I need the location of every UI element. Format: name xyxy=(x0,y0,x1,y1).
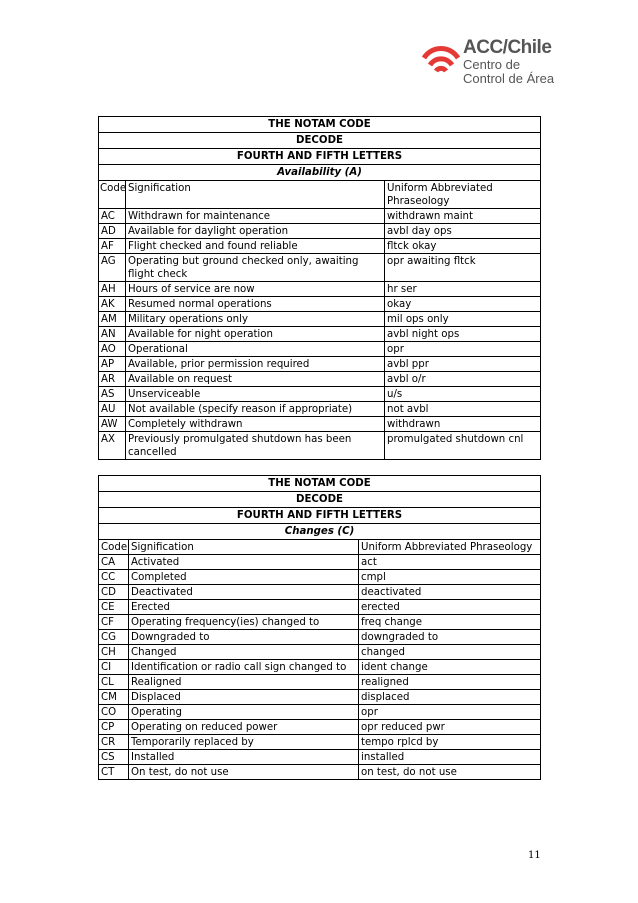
col-phraseology-header: Uniform Abbreviated Phraseology xyxy=(385,181,541,209)
phraseology-cell: not avbl xyxy=(385,402,541,417)
code-cell: CE xyxy=(99,600,129,615)
phraseology-cell: mil ops only xyxy=(385,312,541,327)
table-row xyxy=(99,342,541,357)
code-cell: CO xyxy=(99,705,129,720)
phraseology-cell: avbl night ops xyxy=(385,327,541,342)
table-row xyxy=(99,297,541,312)
code-cell: AR xyxy=(99,372,126,387)
phraseology-cell: opr awaiting fltck xyxy=(385,254,541,282)
code-cell: CL xyxy=(99,675,129,690)
signification-cell: Identification or radio call sign changed to xyxy=(129,660,359,675)
phraseology-cell: ident change xyxy=(359,660,541,675)
table-row xyxy=(99,750,541,765)
phraseology-cell: deactivated xyxy=(359,585,541,600)
availability-table xyxy=(98,116,541,460)
signification-cell: Unserviceable xyxy=(126,387,385,402)
signification-cell: Operating but ground checked only, awaiting flight check xyxy=(126,254,385,282)
table-row xyxy=(99,282,541,297)
phraseology-cell: promulgated shutdown cnl xyxy=(385,432,541,460)
signification-cell: Hours of service are now xyxy=(126,282,385,297)
table-row xyxy=(99,630,541,645)
signification-cell: Realigned xyxy=(129,675,359,690)
code-cell: AO xyxy=(99,342,126,357)
table-category: Changes (C) xyxy=(99,524,541,540)
code-cell: CG xyxy=(99,630,129,645)
signification-cell: Deactivated xyxy=(129,585,359,600)
phraseology-cell: avbl ppr xyxy=(385,357,541,372)
table-row xyxy=(99,600,541,615)
code-cell: AH xyxy=(99,282,126,297)
table-row xyxy=(99,327,541,342)
phraseology-cell: withdrawn maint xyxy=(385,209,541,224)
signification-cell: Operating on reduced power xyxy=(129,720,359,735)
code-cell: CH xyxy=(99,645,129,660)
changes-table xyxy=(98,475,541,780)
signification-cell: Installed xyxy=(129,750,359,765)
logo-line2: Control de Área xyxy=(463,71,555,86)
phraseology-cell: tempo rplcd by xyxy=(359,735,541,750)
table-decode: DECODE xyxy=(99,133,541,149)
code-cell: AX xyxy=(99,432,126,460)
code-cell: CP xyxy=(99,720,129,735)
table-row xyxy=(99,387,541,402)
table-row xyxy=(99,705,541,720)
phraseology-cell: u/s xyxy=(385,387,541,402)
table-row xyxy=(99,585,541,600)
table-row xyxy=(99,224,541,239)
phraseology-cell: opr reduced pwr xyxy=(359,720,541,735)
table-row xyxy=(99,312,541,327)
phraseology-cell: opr xyxy=(385,342,541,357)
phraseology-cell: realigned xyxy=(359,675,541,690)
code-cell: AD xyxy=(99,224,126,239)
signification-cell: Available on request xyxy=(126,372,385,387)
signification-cell: Displaced xyxy=(129,690,359,705)
phraseology-cell: freq change xyxy=(359,615,541,630)
signification-cell: Previously promulgated shutdown has been cancelled xyxy=(126,432,385,460)
phraseology-cell: changed xyxy=(359,645,541,660)
table-title: THE NOTAM CODE xyxy=(99,117,541,133)
phraseology-cell: withdrawn xyxy=(385,417,541,432)
signification-cell: Erected xyxy=(129,600,359,615)
table-row xyxy=(99,720,541,735)
table-row xyxy=(99,402,541,417)
code-cell: AS xyxy=(99,387,126,402)
code-cell: CI xyxy=(99,660,129,675)
phraseology-cell: avbl o/r xyxy=(385,372,541,387)
signification-cell: On test, do not use xyxy=(129,765,359,780)
code-cell: AG xyxy=(99,254,126,282)
phraseology-cell: installed xyxy=(359,750,541,765)
phraseology-cell: erected xyxy=(359,600,541,615)
header-row xyxy=(99,540,541,555)
col-phraseology-header: Uniform Abbreviated Phraseology xyxy=(359,540,541,555)
table-row xyxy=(99,765,541,780)
col-code-header: Code xyxy=(99,181,126,209)
signification-cell: Completely withdrawn xyxy=(126,417,385,432)
table-row xyxy=(99,675,541,690)
table-row xyxy=(99,555,541,570)
code-cell: AW xyxy=(99,417,126,432)
signification-cell: Downgraded to xyxy=(129,630,359,645)
signification-cell: Operating xyxy=(129,705,359,720)
code-cell: CS xyxy=(99,750,129,765)
table-title: THE NOTAM CODE xyxy=(99,476,541,492)
phraseology-cell: on test, do not use xyxy=(359,765,541,780)
phraseology-cell: avbl day ops xyxy=(385,224,541,239)
table-row xyxy=(99,239,541,254)
signification-cell: Withdrawn for maintenance xyxy=(126,209,385,224)
phraseology-cell: act xyxy=(359,555,541,570)
logo-brand: ACC/Chile xyxy=(463,37,552,58)
signification-cell: Changed xyxy=(129,645,359,660)
signification-cell: Available for night operation xyxy=(126,327,385,342)
code-cell: CR xyxy=(99,735,129,750)
col-code-header: Code xyxy=(99,540,129,555)
signification-cell: Temporarily replaced by xyxy=(129,735,359,750)
code-cell: CA xyxy=(99,555,129,570)
signal-waves-icon xyxy=(421,38,461,82)
phraseology-cell: downgraded to xyxy=(359,630,541,645)
code-cell: AK xyxy=(99,297,126,312)
signification-cell: Available, prior permission required xyxy=(126,357,385,372)
page-number: 11 xyxy=(528,850,541,861)
signification-cell: Completed xyxy=(129,570,359,585)
phraseology-cell: fltck okay xyxy=(385,239,541,254)
code-cell: AF xyxy=(99,239,126,254)
table-row xyxy=(99,645,541,660)
table-row xyxy=(99,570,541,585)
signification-cell: Activated xyxy=(129,555,359,570)
code-cell: AU xyxy=(99,402,126,417)
signification-cell: Available for daylight operation xyxy=(126,224,385,239)
table-row xyxy=(99,209,541,224)
table-row xyxy=(99,690,541,705)
table-row xyxy=(99,357,541,372)
code-cell: CM xyxy=(99,690,129,705)
signification-cell: Resumed normal operations xyxy=(126,297,385,312)
phraseology-cell: displaced xyxy=(359,690,541,705)
table-row xyxy=(99,432,541,460)
signification-cell: Operational xyxy=(126,342,385,357)
code-cell: CF xyxy=(99,615,129,630)
header-row xyxy=(99,181,541,209)
signification-cell: Not available (specify reason if appropriate) xyxy=(126,402,385,417)
signification-cell: Military operations only xyxy=(126,312,385,327)
signification-cell: Operating frequency(ies) changed to xyxy=(129,615,359,630)
phraseology-cell: hr ser xyxy=(385,282,541,297)
table-row xyxy=(99,254,541,282)
table-decode: DECODE xyxy=(99,492,541,508)
code-cell: CC xyxy=(99,570,129,585)
phraseology-cell: opr xyxy=(359,705,541,720)
code-cell: AC xyxy=(99,209,126,224)
signification-cell: Flight checked and found reliable xyxy=(126,239,385,254)
table-row xyxy=(99,660,541,675)
table-row xyxy=(99,372,541,387)
code-cell: CD xyxy=(99,585,129,600)
code-cell: AP xyxy=(99,357,126,372)
table-row xyxy=(99,417,541,432)
code-cell: CT xyxy=(99,765,129,780)
phraseology-cell: okay xyxy=(385,297,541,312)
phraseology-cell: cmpl xyxy=(359,570,541,585)
code-cell: AM xyxy=(99,312,126,327)
table-letters: FOURTH AND FIFTH LETTERS xyxy=(99,149,541,165)
code-cell: AN xyxy=(99,327,126,342)
col-signification-header: Signification xyxy=(126,181,385,209)
col-signification-header: Signification xyxy=(129,540,359,555)
table-category: Availability (A) xyxy=(99,165,541,181)
logo-line1: Centro de xyxy=(463,57,521,72)
table-row xyxy=(99,615,541,630)
table-letters: FOURTH AND FIFTH LETTERS xyxy=(99,508,541,524)
table-row xyxy=(99,735,541,750)
